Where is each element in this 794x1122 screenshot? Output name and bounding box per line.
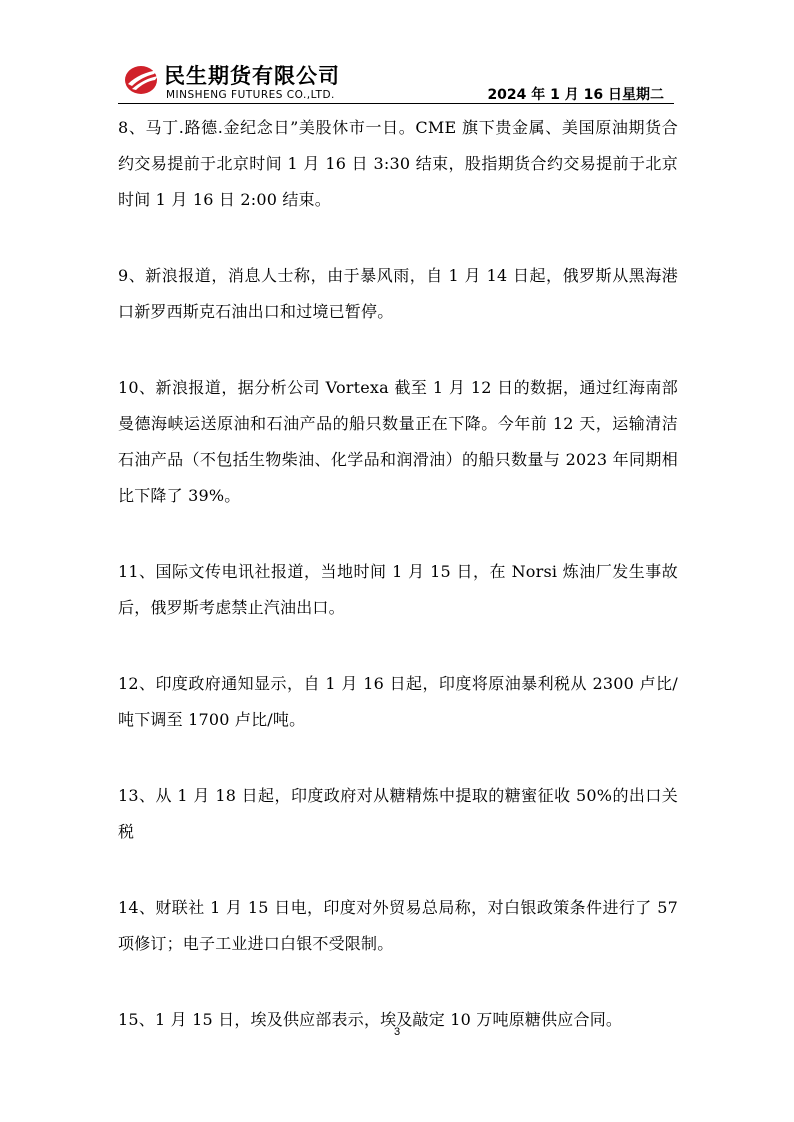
report-date: 2024 年 1 月 16 日星期二 — [487, 87, 664, 103]
news-item-15: 15、1 月 15 日，埃及供应部表示，埃及敲定 10 万吨原糖供应合同。 — [118, 1010, 623, 1029]
page-header — [118, 50, 674, 104]
minsheng-logo-icon — [124, 62, 160, 96]
header-divider — [118, 103, 674, 104]
news-item-11: 11、国际文传电讯社报道，当地时间 1 月 15 日，在 Norsi 炼油厂发生事故后，俄罗斯考虑禁止汽油出口。 — [118, 562, 678, 617]
page-number: 3 — [393, 1026, 401, 1038]
brand-name-en: MINSHENG FUTURES CO.,LTD. — [166, 89, 335, 101]
news-item-12: 12、印度政府通知显示，自 1 月 16 日起，印度将原油暴利税从 2300 卢比/吨下调至 1700 卢比/吨。 — [118, 674, 678, 729]
news-item-13: 13、从 1 月 18 日起，印度政府对从糖精炼中提取的糖蜜征收 50%的出口关税 — [118, 786, 678, 841]
brand-name-cn: 民生期货有限公司 — [164, 64, 340, 88]
news-item-9: 9、新浪报道，消息人士称，由于暴风雨，自 1 月 14 日起，俄罗斯从黑海港口新罗西斯克石油出口和过境已暂停。 — [118, 266, 678, 321]
news-item-8: 8、马丁.路德.金纪念日”美股休市一日。CME 旗下贵金属、美国原油期货合约交易提前于北京时间 1 月 16 日 3:30 结束，股指期货合约交易提前于北京时间 1 月 16 日 2:00 结束。 — [118, 118, 678, 209]
news-item-14: 14、财联社 1 月 15 日电，印度对外贸易总局称，对白银政策条件进行了 57 项修订；电子工业进口白银不受限制。 — [118, 898, 678, 953]
company-logo — [124, 56, 374, 100]
news-list — [118, 110, 678, 1038]
news-item-10: 10、新浪报道，据分析公司 Vortexa 截至 1 月 12 日的数据，通过红海南部曼德海峡运送原油和石油产品的船只数量正在下降。今年前 12 天，运输清洁石油产品（不包括生物柴油、化学品和润滑油）的船只数量与 2023 年同期相比下降了 39%。 — [118, 378, 678, 505]
